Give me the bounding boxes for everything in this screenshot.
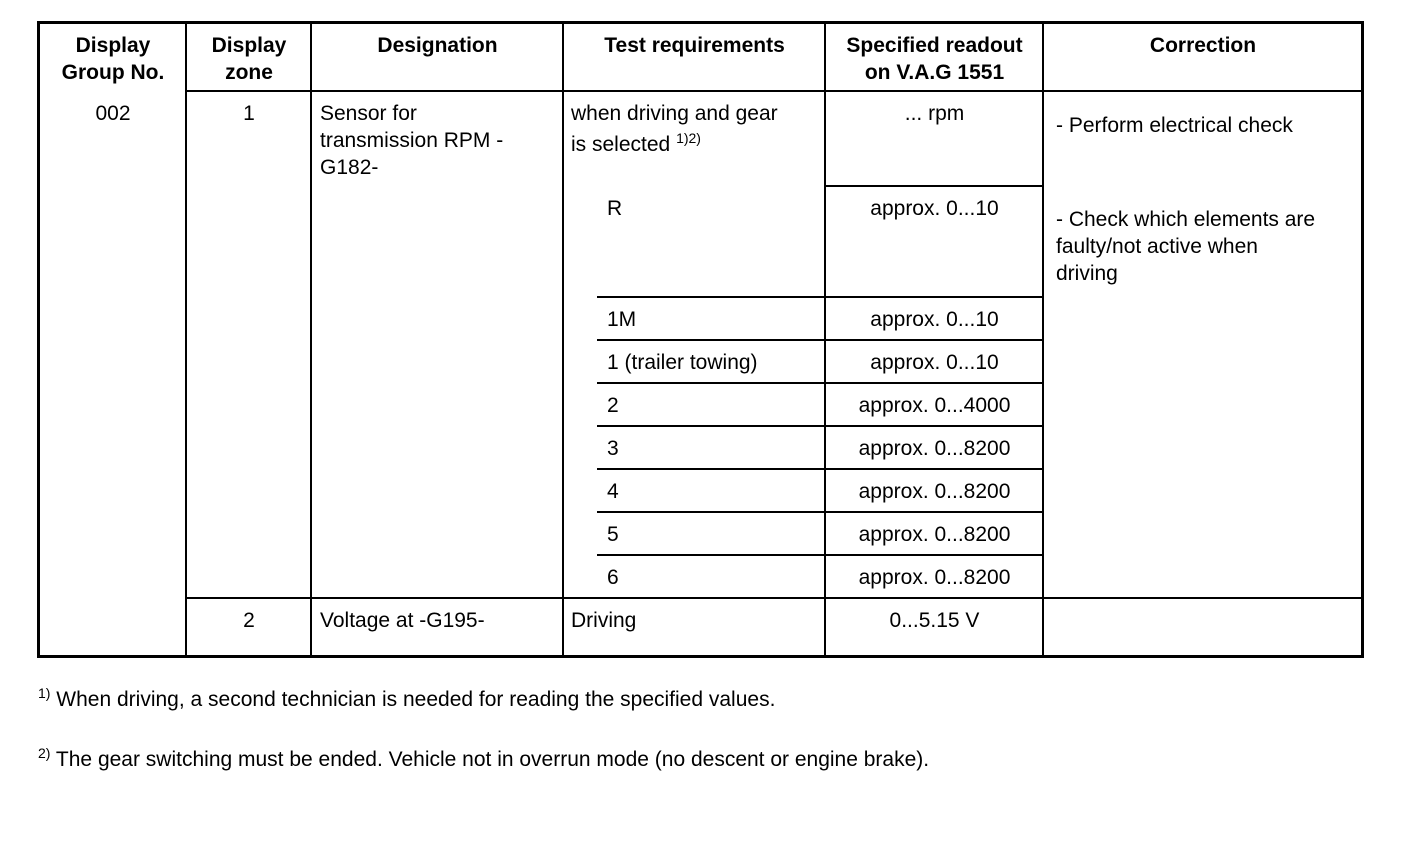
test-requirement-text: when driving and gear is selected $^{1)2)}$ (571, 102, 778, 156)
table-border-top (37, 21, 1364, 24)
readout-voltage: 0...5.15 V (889, 609, 980, 632)
gear-divider (597, 339, 1044, 341)
header-test-requirements: Test requirements (604, 34, 785, 57)
gear-label: 4 (607, 480, 619, 503)
gear-value: approx. 0...8200 (858, 523, 1011, 546)
readout-divider (824, 185, 1044, 187)
header-specified-readout: Specified readout on V.A.G 1551 (846, 34, 1023, 84)
gear-divider (597, 511, 1044, 513)
designation-text: Voltage at -G195- (320, 609, 485, 632)
gear-label: 3 (607, 437, 619, 460)
footnote-mark: 2) (38, 745, 51, 761)
gear-label: 5 (607, 523, 619, 546)
gear-value: approx. 0...4000 (858, 394, 1011, 417)
test-requirement-text: Driving (571, 609, 637, 632)
row-divider (185, 597, 1363, 599)
header-group-no: Display Group No. (61, 34, 165, 84)
table-border-right (1361, 21, 1364, 658)
footnote-text: The gear switching must be ended. Vehicle not in overrun mode (no descent or engine brake). (55, 748, 930, 771)
group-number: 002 (95, 102, 131, 125)
gear-label: 1M (607, 308, 637, 331)
gear-divider (597, 425, 1044, 427)
header-designation: Designation (377, 34, 498, 57)
gear-label: 2 (607, 394, 619, 417)
gear-divider (597, 382, 1044, 384)
header-display-zone: Display zone (211, 34, 287, 84)
gear-value: approx. 0...8200 (858, 437, 1011, 460)
header-correction: Correction (1149, 34, 1257, 57)
gear-label: 6 (607, 566, 619, 589)
gear-label: R (607, 197, 623, 220)
footnote-mark: 1) (38, 685, 51, 701)
correction-step: - Check which elements are faulty/not active when driving (1056, 208, 1316, 285)
footnote-ref: 1)2) (676, 130, 701, 146)
col-divider-3 (562, 21, 564, 658)
zone-number: 2 (243, 609, 255, 632)
gear-divider (597, 554, 1044, 556)
footnote-text: When driving, a second technician is needed for reading the specified values. (56, 688, 776, 711)
designation-text: Sensor for transmission RPM - G182- (320, 102, 504, 179)
footnote (38, 745, 930, 772)
footnote (38, 685, 776, 712)
header-divider (185, 90, 1363, 92)
gear-label: 1 (trailer towing) (607, 351, 758, 374)
gear-value: approx. 0...8200 (858, 566, 1011, 589)
gear-value: approx. 0...10 (870, 351, 999, 374)
gear-divider (597, 468, 1044, 470)
correction-step: - Perform electrical check (1056, 114, 1293, 137)
gear-value: approx. 0...8200 (858, 480, 1011, 503)
gear-value: approx. 0...10 (870, 308, 999, 331)
readout-rpm: ... rpm (904, 102, 965, 125)
zone-number: 1 (243, 102, 255, 125)
table-border-bottom (37, 655, 1364, 658)
gear-value: approx. 0...10 (870, 197, 999, 220)
gear-divider (597, 296, 1044, 298)
